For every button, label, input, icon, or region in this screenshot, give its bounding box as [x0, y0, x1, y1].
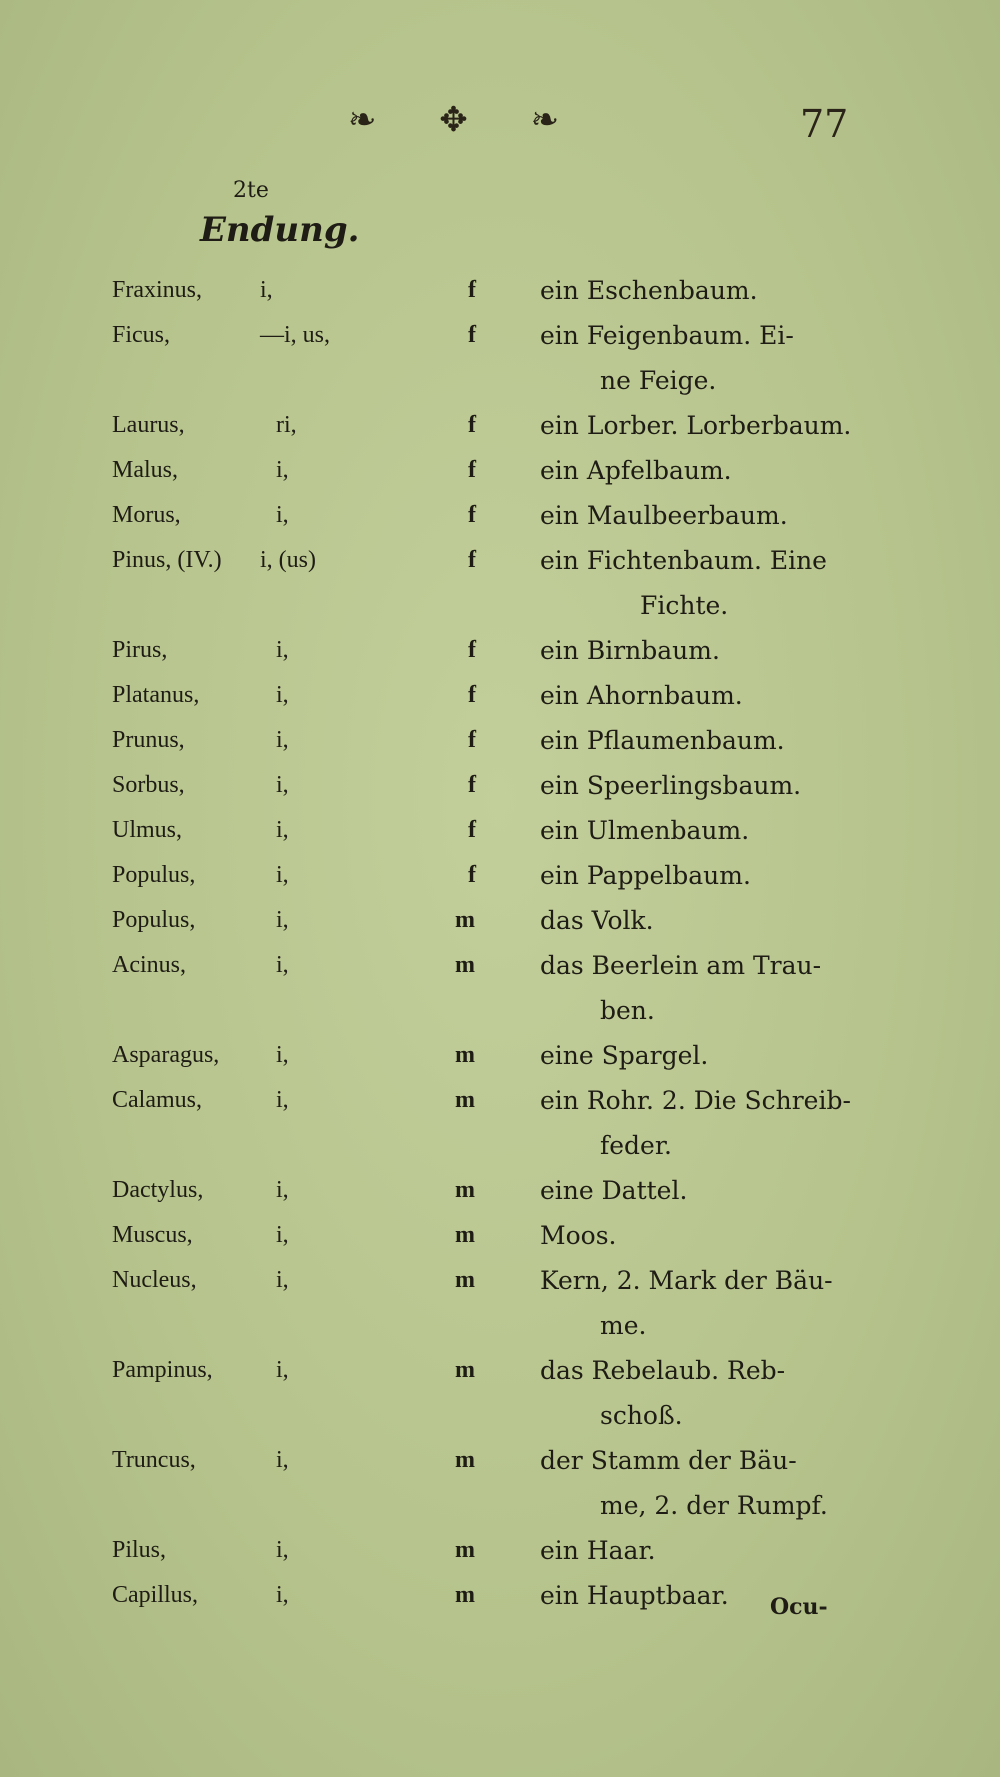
latin-word: Pampinus,	[112, 1357, 213, 1383]
table-row	[0, 448, 1000, 493]
gender: f	[468, 682, 476, 708]
translation: ein Haar.	[540, 1536, 656, 1565]
latin-word: Populus,	[112, 907, 196, 933]
gender: f	[468, 547, 476, 573]
genitive-ending: i,	[276, 682, 289, 708]
gender: m	[455, 907, 475, 933]
genitive-ending: i,	[276, 1537, 289, 1563]
latin-word: Prunus,	[112, 727, 185, 753]
translation: ein Pflaumenbaum.	[540, 726, 785, 755]
gender: m	[455, 1447, 475, 1473]
translation-continuation: schoß.	[600, 1401, 683, 1430]
table-row	[0, 1078, 1000, 1168]
genitive-ending: i,	[276, 1267, 289, 1293]
gender: m	[455, 1267, 475, 1293]
translation: ein Eschenbaum.	[540, 276, 758, 305]
translation: das Beerlein am Trau-	[540, 951, 822, 980]
genitive-ending: i,	[276, 862, 289, 888]
genitive-ending: i,	[276, 1222, 289, 1248]
genitive-ending: i,	[276, 952, 289, 978]
translation: ein Birnbaum.	[540, 636, 720, 665]
translation-continuation: ne Feige.	[600, 366, 717, 395]
translation: ein Feigenbaum. Ei-	[540, 321, 794, 350]
translation: ein Ulmenbaum.	[540, 816, 750, 845]
latin-word: Pinus, (IV.)	[112, 547, 222, 573]
genitive-ending: i,	[276, 1177, 289, 1203]
translation: ein Speerlingsbaum.	[540, 771, 802, 800]
gender: m	[455, 1222, 475, 1248]
latin-word: Dactylus,	[112, 1177, 204, 1203]
translation-continuation: me.	[600, 1311, 647, 1340]
translation-continuation: feder.	[600, 1131, 672, 1160]
table-row	[0, 853, 1000, 898]
latin-word: Ficus,	[112, 322, 171, 348]
page-number: 77	[800, 102, 849, 146]
genitive-ending: i, (us)	[260, 547, 316, 573]
translation: ein Pappelbaum.	[540, 861, 751, 890]
translation: ein Lorber. Lorberbaum.	[540, 411, 852, 440]
endung-number: 2te	[233, 178, 269, 203]
translation-continuation: ben.	[600, 996, 655, 1025]
table-row	[0, 1168, 1000, 1213]
gender: m	[455, 1042, 475, 1068]
table-row	[0, 1438, 1000, 1528]
latin-word: Malus,	[112, 457, 178, 483]
translation: ein Ahornbaum.	[540, 681, 743, 710]
genitive-ending: i,	[276, 1357, 289, 1383]
latin-word: Fraxinus,	[112, 277, 202, 303]
translation: Kern, 2. Mark der Bäu-	[540, 1266, 833, 1295]
translation: das Volk.	[540, 906, 654, 935]
gender: f	[468, 277, 476, 303]
latin-word: Sorbus,	[112, 772, 185, 798]
latin-word: Asparagus,	[112, 1042, 220, 1068]
gender: f	[468, 637, 476, 663]
table-row	[0, 313, 1000, 403]
genitive-ending: i,	[276, 907, 289, 933]
header-ornament: ❧ ✥ ❧	[348, 100, 586, 140]
translation: ein Fichtenbaum. Eine	[540, 546, 827, 575]
genitive-ending: i,	[276, 772, 289, 798]
gender: f	[468, 772, 476, 798]
table-row	[0, 493, 1000, 538]
endung-heading: Endung.	[200, 210, 360, 250]
genitive-ending: i,	[276, 637, 289, 663]
gender: m	[455, 1357, 475, 1383]
latin-word: Pirus,	[112, 637, 168, 663]
gender: m	[455, 1537, 475, 1563]
latin-word: Calamus,	[112, 1087, 202, 1113]
table-row	[0, 628, 1000, 673]
table-row	[0, 1213, 1000, 1258]
latin-word: Morus,	[112, 502, 181, 528]
gender: f	[468, 322, 476, 348]
gender: f	[468, 727, 476, 753]
gender: m	[455, 1087, 475, 1113]
latin-word: Truncus,	[112, 1447, 196, 1473]
gender: f	[468, 502, 476, 528]
genitive-ending: i,	[276, 1042, 289, 1068]
table-row	[0, 673, 1000, 718]
translation: eine Spargel.	[540, 1041, 709, 1070]
translation: ein Hauptbaar.	[540, 1581, 729, 1610]
gender: m	[455, 1582, 475, 1608]
translation: der Stamm der Bäu-	[540, 1446, 797, 1475]
table-row	[0, 538, 1000, 628]
genitive-ending: i,	[260, 277, 273, 303]
gender: f	[468, 817, 476, 843]
translation-continuation: me, 2. der Rumpf.	[600, 1491, 828, 1520]
genitive-ending: i,	[276, 1582, 289, 1608]
latin-word: Laurus,	[112, 412, 185, 438]
genitive-ending: i,	[276, 817, 289, 843]
translation: eine Dattel.	[540, 1176, 688, 1205]
vocabulary-table	[0, 268, 1000, 1618]
gender: f	[468, 457, 476, 483]
gender: m	[455, 1177, 475, 1203]
genitive-ending: i,	[276, 727, 289, 753]
latin-word: Platanus,	[112, 682, 200, 708]
table-row	[0, 268, 1000, 313]
table-row	[0, 763, 1000, 808]
translation-continuation: Fichte.	[640, 591, 729, 620]
table-row	[0, 1348, 1000, 1438]
table-row	[0, 718, 1000, 763]
genitive-ending: i,	[276, 502, 289, 528]
latin-word: Acinus,	[112, 952, 186, 978]
table-row	[0, 1033, 1000, 1078]
genitive-ending: ri,	[276, 412, 297, 438]
table-row	[0, 1258, 1000, 1348]
latin-word: Capillus,	[112, 1582, 199, 1608]
catchword: Ocu-	[770, 1594, 828, 1620]
table-row	[0, 403, 1000, 448]
translation: ein Rohr. 2. Die Schreib-	[540, 1086, 851, 1115]
latin-word: Ulmus,	[112, 817, 183, 843]
genitive-ending: i,	[276, 457, 289, 483]
latin-word: Pilus,	[112, 1537, 167, 1563]
gender: f	[468, 412, 476, 438]
translation: das Rebelaub. Reb-	[540, 1356, 786, 1385]
table-row	[0, 1528, 1000, 1573]
table-row	[0, 943, 1000, 1033]
translation: ein Apfelbaum.	[540, 456, 732, 485]
genitive-ending: i,	[276, 1447, 289, 1473]
table-row	[0, 898, 1000, 943]
translation: Moos.	[540, 1221, 617, 1250]
table-row	[0, 1573, 1000, 1618]
latin-word: Populus,	[112, 862, 196, 888]
translation: ein Maulbeerbaum.	[540, 501, 788, 530]
gender: f	[468, 862, 476, 888]
latin-word: Muscus,	[112, 1222, 193, 1248]
table-row	[0, 808, 1000, 853]
latin-word: Nucleus,	[112, 1267, 197, 1293]
genitive-ending: —i, us,	[260, 322, 331, 348]
genitive-ending: i,	[276, 1087, 289, 1113]
gender: m	[455, 952, 475, 978]
